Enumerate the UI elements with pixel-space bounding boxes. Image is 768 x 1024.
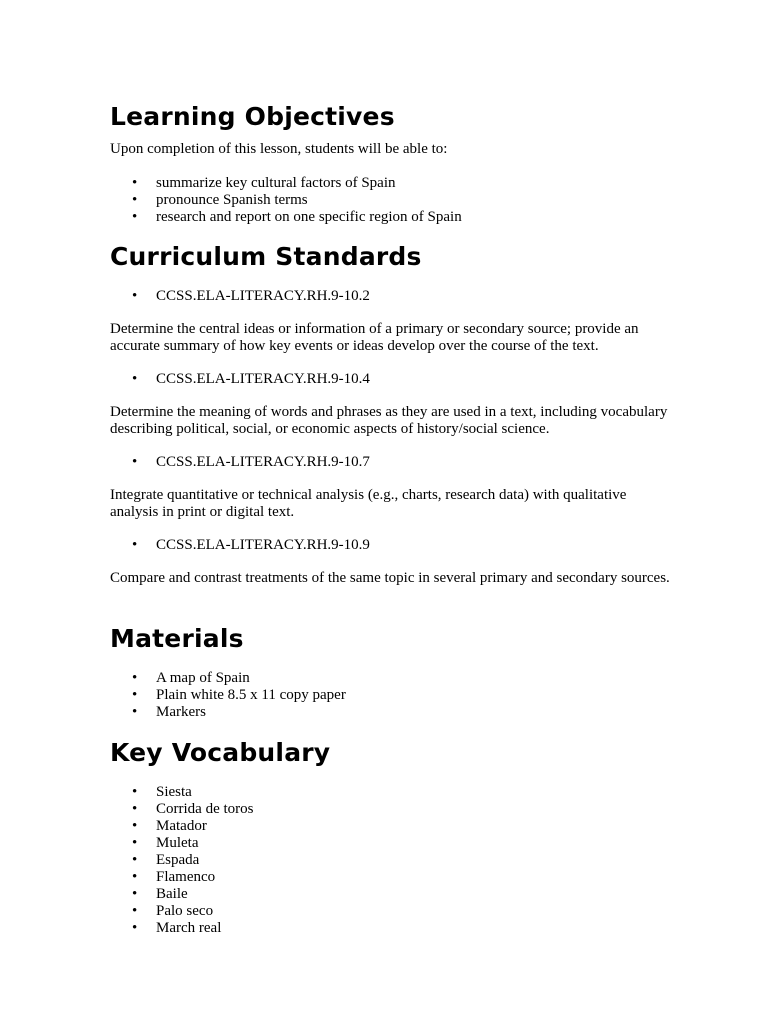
bullet-icon: • — [132, 852, 138, 868]
list-item: • Corrida de toros — [132, 801, 254, 817]
list-item: • Markers — [132, 704, 206, 720]
bullet-icon: • — [132, 886, 138, 902]
list-item: • summarize key cultural factors of Spain — [132, 175, 396, 191]
standard-code: • CCSS.ELA-LITERACY.RH.9-10.4 — [132, 371, 370, 387]
bullet-icon: • — [132, 801, 138, 817]
list-item: • Siesta — [132, 784, 192, 800]
bullet-icon: • — [132, 869, 138, 885]
list-item: • Palo seco — [132, 903, 214, 919]
standard-code-list — [110, 288, 670, 305]
list-item: • research and report on one specific region of Spain — [132, 209, 462, 225]
standard-description: Determine the central ideas or information of a primary or secondary source; provide an accurate summary of how key events or ideas develop over the course of the text. — [110, 321, 639, 354]
standard-description: Integrate quantitative or technical analysis (e.g., charts, research data) with qualitative analysis in print or digital text. — [110, 487, 627, 520]
list-item: • Muleta — [132, 835, 199, 851]
standard-code: • CCSS.ELA-LITERACY.RH.9-10.9 — [132, 537, 370, 553]
materials-section — [110, 624, 346, 721]
standard-code-list — [110, 537, 670, 554]
standard-description: Compare and contrast treatments of the same topic in several primary and secondary sources. — [110, 570, 670, 586]
materials-heading: Materials — [110, 624, 244, 653]
standard-description: Determine the meaning of words and phrases as they are used in a text, including vocabulary describing political, social, or economic aspects of history/social science. — [110, 404, 668, 437]
bullet-icon: • — [132, 818, 138, 834]
curriculum-standards-section — [110, 242, 670, 587]
bullet-icon: • — [132, 454, 138, 470]
standard-code-list — [110, 371, 670, 388]
vocabulary-list — [110, 784, 330, 937]
curriculum-standards-heading: Curriculum Standards — [110, 242, 422, 271]
objectives-list — [110, 175, 462, 226]
bullet-icon: • — [132, 687, 138, 703]
bullet-icon: • — [132, 371, 138, 387]
bullet-icon: • — [132, 288, 138, 304]
learning-objectives-heading: Learning Objectives — [110, 102, 395, 131]
list-item: • Espada — [132, 852, 200, 868]
bullet-icon: • — [132, 920, 138, 936]
key-vocabulary-heading: Key Vocabulary — [110, 738, 331, 767]
bullet-icon: • — [132, 704, 138, 720]
standard-code: • CCSS.ELA-LITERACY.RH.9-10.7 — [132, 454, 370, 470]
bullet-icon: • — [132, 784, 138, 800]
bullet-icon: • — [132, 192, 138, 208]
bullet-icon: • — [132, 209, 138, 225]
bullet-icon: • — [132, 903, 138, 919]
bullet-icon: • — [132, 537, 138, 553]
list-item: • pronounce Spanish terms — [132, 192, 308, 208]
list-item: • Flamenco — [132, 869, 216, 885]
standard-code: • CCSS.ELA-LITERACY.RH.9-10.2 — [132, 288, 370, 304]
list-item: • Plain white 8.5 x 11 copy paper — [132, 687, 346, 703]
key-vocabulary-section — [110, 738, 330, 937]
list-item: • March real — [132, 920, 222, 936]
objectives-intro: Upon completion of this lesson, students will be able to: — [110, 141, 448, 157]
bullet-icon: • — [132, 835, 138, 851]
list-item: • A map of Spain — [132, 670, 250, 686]
bullet-icon: • — [132, 175, 138, 191]
bullet-icon: • — [132, 670, 138, 686]
list-item: • Matador — [132, 818, 207, 834]
materials-list — [110, 670, 346, 721]
learning-objectives-section — [110, 102, 462, 226]
list-item: • Baile — [132, 886, 188, 902]
standard-code-list — [110, 454, 670, 471]
